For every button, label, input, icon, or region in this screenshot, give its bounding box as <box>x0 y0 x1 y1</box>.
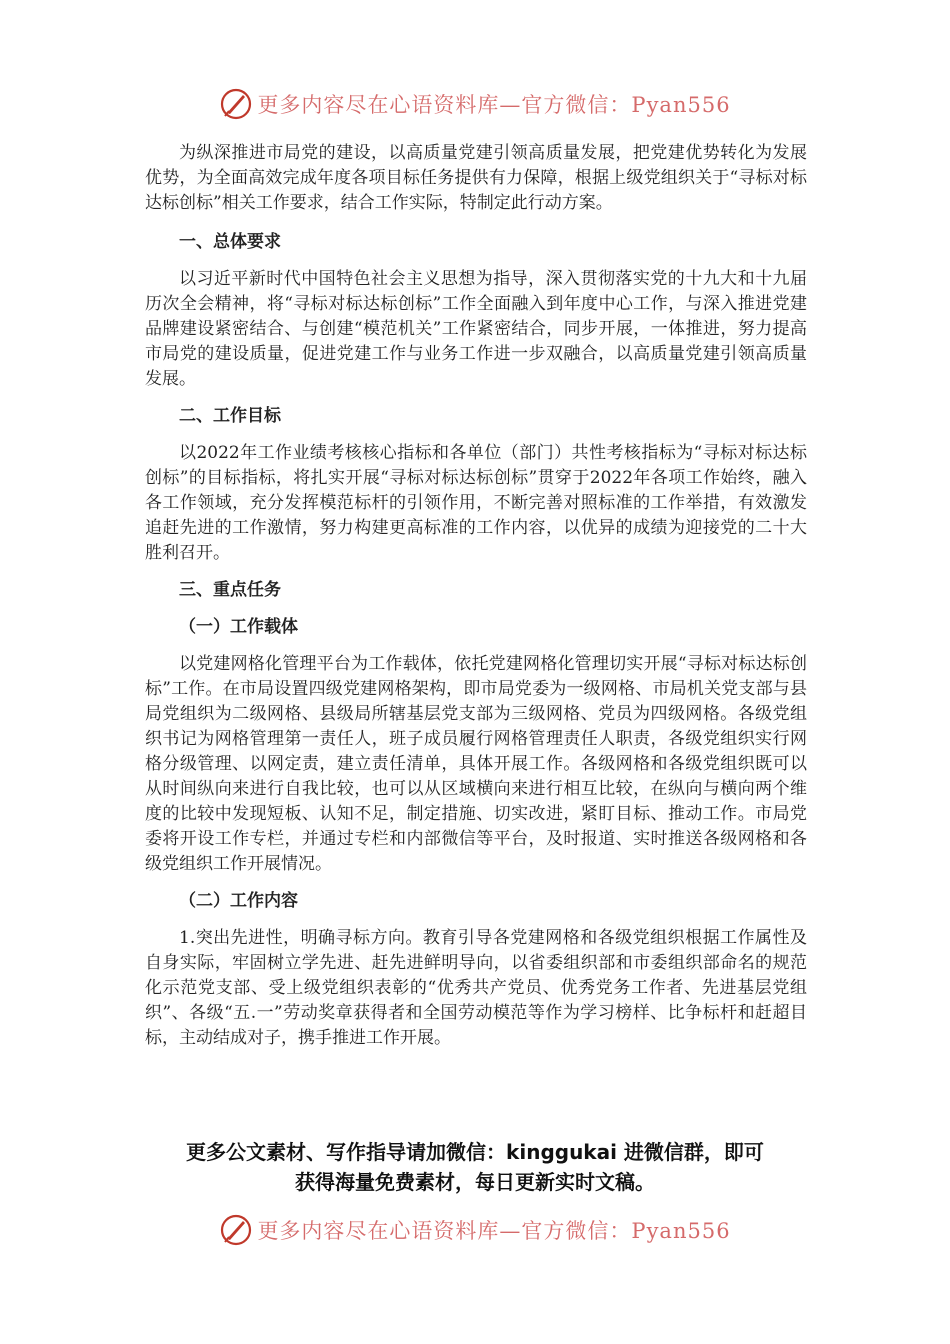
paragraph-3: 以党建网格化管理平台为工作载体，依托党建网格化管理切实开展“寻标对标达标创标”工作。在市局设置四级党建网格架构，即市局党委为一级网格、市局机关党支部与县局党组织为二级网格、县级局所辖基层党支部为三级网格、党员为四级网格。各级党组织书记为网格管理第一责任人，班子成员履行网格管理责任人职责，各级党组织实行网格分级管理、以网定责，建立责任清单，具体开展工作。各级网格和各级党组织既可以从时间纵向来进行自我比较，也可以从区域横向来进行相互比较，在纵向与横向两个维度的比较中发现短板、认知不足，制定措施、切实改进，紧盯目标、推动工作。市局党委将开设工作专栏，并通过专栏和内部微信等平台，及时报道、实时推送各级网格和各级党组织工作开展情况。 <box>145 654 807 874</box>
paragraph-4: 1.突出先进性，明确寻标方向。教育引导各党建网格和各级党组织根据工作属性及自身实际，牢固树立学先进、赶先进鲜明导向，以省委组织部和市委组织部命名的规范化示范党支部、受上级党组织表彰的“优秀共产党员、优秀党务工作者、先进基层党组织”、各级“五.一”劳动奖章获得者和全国劳动模范等作为学习榜样、比争标杆和赶超目标，主动结成对子，携手推进工作开展。 <box>145 928 807 1048</box>
footer-banner-text: 更多内容尽在心语资料库—官方微信：Pyan556 <box>257 1219 731 1243</box>
subsection-heading-2: （二）工作内容 <box>179 891 298 911</box>
promo-line-1: 更多公文素材、写作指导请加微信：kinggukai 进微信群，即可 <box>186 1140 764 1164</box>
intro-paragraph: 为纵深推进市局党的建设，以高质量党建引领高质量发展，把党建优势转化为发展优势，为全面高效完成年度各项目标任务提供有力保障，根据上级党组织关于“寻标对标达标创标”相关工作要求，结合工作实际，特制定此行动方案。 <box>145 143 807 213</box>
promo-block <box>0 1137 950 1197</box>
subsection-heading-1: （一）工作载体 <box>179 617 298 637</box>
footer-banner <box>0 1210 950 1250</box>
section-heading-2: 二、工作目标 <box>179 406 281 426</box>
promo-line-2: 获得海量免费素材，每日更新实时文稿。 <box>295 1170 655 1194</box>
section-heading-3: 三、重点任务 <box>179 580 281 600</box>
quill-logo-icon <box>219 87 253 121</box>
header-banner-text: 更多内容尽在心语资料库—官方微信：Pyan556 <box>257 93 731 117</box>
quill-logo-icon <box>219 1213 253 1247</box>
paragraph-2: 以2022年工作业绩考核核心指标和各单位（部门）共性考核指标为“寻标对标达标创标”的目标指标，将扎实开展“寻标对标达标创标”贯穿于2022年各项工作始终，融入各工作领域，充分发挥模范标杆的引领作用，不断完善对照标准的工作举措，有效激发追赶先进的工作激情，努力构建更高标准的工作内容，以优异的成绩为迎接党的二十大胜利召开。 <box>145 443 807 563</box>
paragraph-1: 以习近平新时代中国特色社会主义思想为指导，深入贯彻落实党的十九大和十九届历次全会精神，将“寻标对标达标创标”工作全面融入到年度中心工作，与深入推进党建品牌建设紧密结合、与创建“模范机关”工作紧密结合，同步开展，一体推进，努力提高市局党的建设质量，促进党建工作与业务工作进一步双融合，以高质量党建引领高质量发展。 <box>145 269 807 389</box>
document-body <box>145 141 807 1051</box>
header-banner <box>0 84 950 124</box>
section-heading-1: 一、总体要求 <box>179 232 281 252</box>
